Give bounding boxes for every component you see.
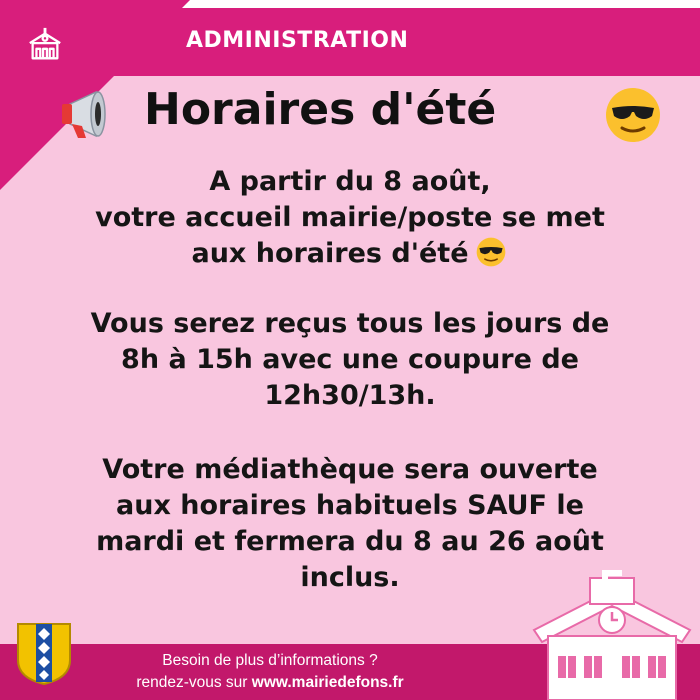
text-line: 12h30/13h. [264,380,436,411]
paragraph-summer-hours [16,164,684,272]
megaphone-icon [56,86,122,142]
footer-line: Besoin de plus d’informations ? [162,652,378,669]
sunglasses-emoji [604,86,662,144]
page-title: Horaires d'été [144,84,497,135]
footer-prefix: rendez-vous sur [136,674,252,691]
text-line: votre accueil mairie/poste se met [95,202,605,233]
text-line: inclus. [300,562,400,593]
sunglasses-emoji [473,236,509,268]
footer-line [100,672,440,694]
town-hall-icon [26,26,64,64]
text-line: A partir du 8 août, [209,166,491,197]
title-row [0,82,700,146]
paragraph-opening-hours [16,306,684,414]
footer-info [100,650,440,694]
coat-of-arms-icon [14,620,74,686]
website-link[interactable]: www.mairiedefons.fr [251,674,404,691]
text-line [16,236,684,272]
text-line: Vous serez reçus tous les jours de [90,308,610,339]
section-label: ADMINISTRATION [186,28,409,53]
text-line: mardi et fermera du 8 au 26 août [96,526,604,557]
text-line: 8h à 15h avec une coupure de [121,344,579,375]
text-line-content: aux horaires d'été [191,238,469,269]
text-line: Votre médiathèque sera ouverte [102,454,598,485]
town-hall-illustration [524,570,700,700]
text-line: aux horaires habituels SAUF le [116,490,584,521]
